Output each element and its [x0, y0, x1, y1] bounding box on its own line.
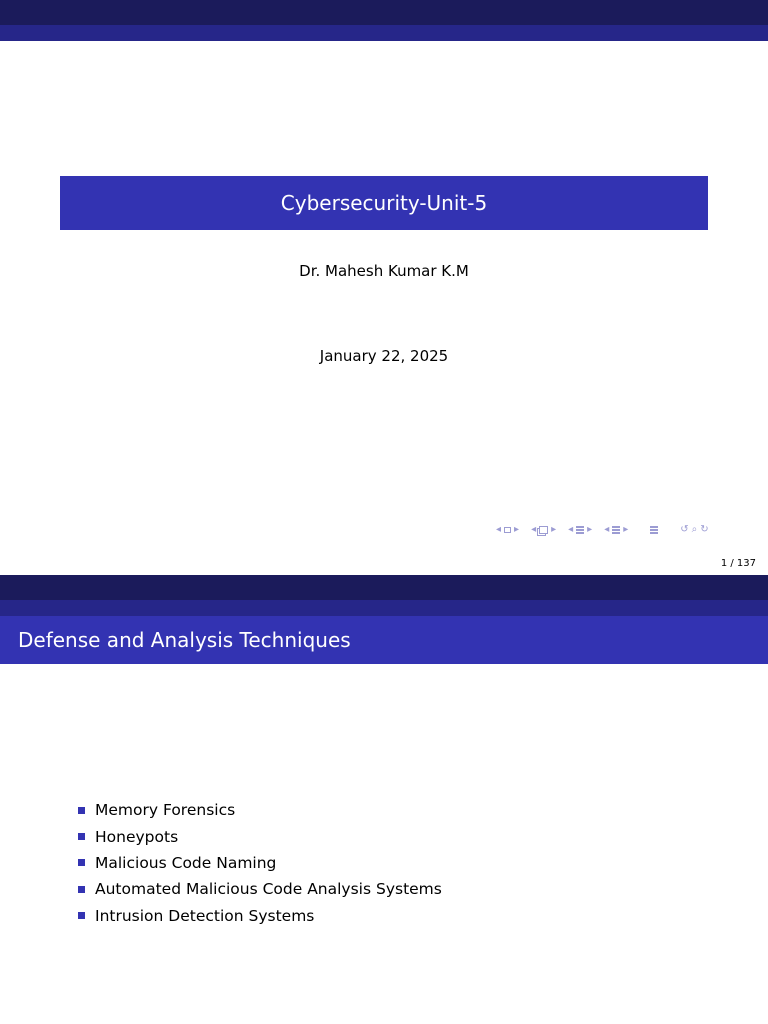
list-item	[78, 876, 442, 902]
list-item-label: Honeypots	[95, 827, 179, 846]
presentation-title: Cybersecurity-Unit-5	[60, 176, 708, 230]
list-item-label: Memory Forensics	[95, 801, 236, 820]
bullet-square-icon	[78, 886, 85, 893]
list-item	[78, 903, 442, 929]
back-icon[interactable]: ↺	[680, 524, 689, 535]
bullet-square-icon	[78, 912, 85, 919]
next-frame-icon[interactable]: ▸	[551, 524, 557, 535]
next-slide-icon[interactable]: ▸	[514, 524, 520, 535]
page-number: 1 / 137	[720, 558, 756, 569]
document-icon[interactable]	[650, 526, 658, 534]
list-item	[78, 823, 442, 849]
list-item	[78, 797, 442, 823]
search-icon[interactable]: ⌕	[691, 524, 698, 535]
presentation-date: January 22, 2025	[319, 347, 449, 365]
content-slide	[0, 575, 768, 1024]
section-icon[interactable]	[612, 526, 620, 534]
author-name: Dr. Mahesh Kumar K.M	[299, 262, 469, 280]
header-band-dark	[0, 575, 768, 600]
next-subsection-icon[interactable]: ▸	[587, 524, 593, 535]
header-band	[0, 25, 768, 41]
frames-icon[interactable]	[539, 526, 548, 534]
next-section-icon[interactable]: ▸	[623, 524, 629, 535]
prev-frame-icon[interactable]: ◂	[531, 524, 537, 535]
forward-icon[interactable]: ↻	[700, 524, 709, 535]
bullet-list	[78, 797, 442, 929]
prev-subsection-icon[interactable]: ◂	[568, 524, 574, 535]
list-item-label: Intrusion Detection Systems	[95, 906, 315, 925]
subsection-icon[interactable]	[576, 526, 584, 534]
bullet-square-icon	[78, 807, 85, 814]
header-band-dark	[0, 0, 768, 25]
list-item	[78, 850, 442, 876]
frame-title-bar	[0, 616, 768, 664]
prev-section-icon[interactable]: ◂	[604, 524, 610, 535]
prev-slide-icon[interactable]: ◂	[496, 524, 502, 535]
beamer-navigation	[496, 523, 709, 537]
bullet-square-icon	[78, 859, 85, 866]
bullet-square-icon	[78, 833, 85, 840]
frame-title: Defense and Analysis Techniques	[18, 628, 351, 652]
frame-icon[interactable]	[504, 527, 511, 533]
header-band	[0, 600, 768, 616]
list-item-label: Automated Malicious Code Analysis Systems	[95, 880, 442, 899]
list-item-label: Malicious Code Naming	[95, 853, 277, 872]
